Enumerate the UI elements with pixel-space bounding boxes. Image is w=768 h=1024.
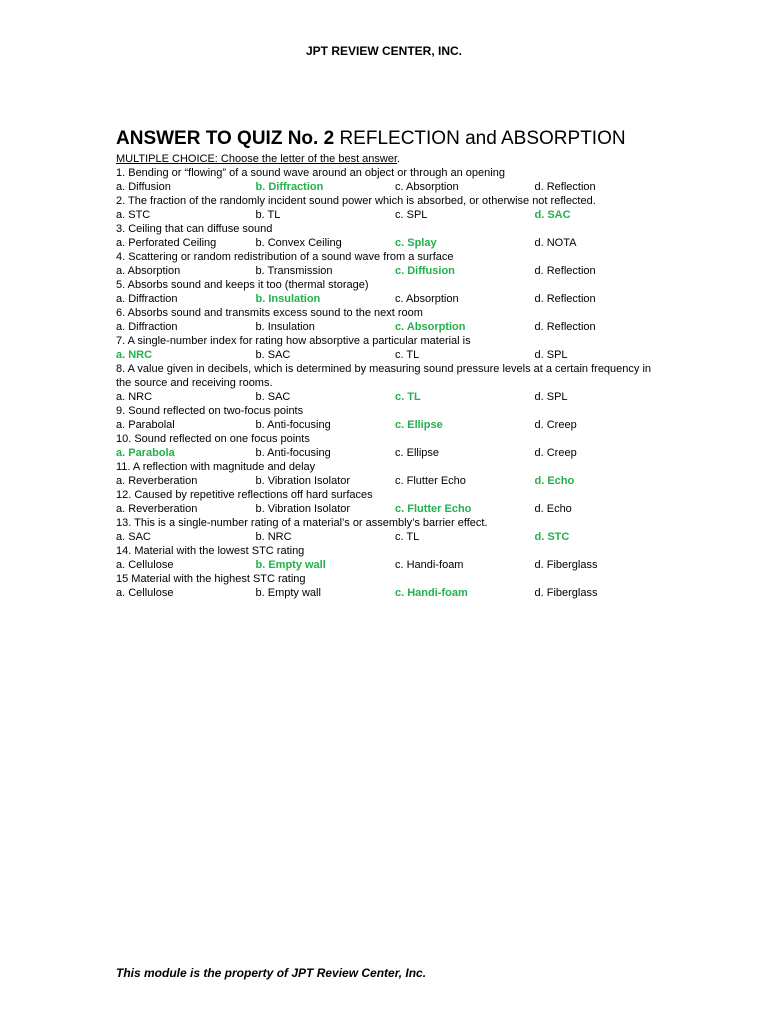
answer-choice: a. Perforated Ceiling [116, 237, 217, 249]
answer-choice: c. Absorption [395, 181, 459, 193]
correct-answer-choice: c. Diffusion [395, 265, 455, 277]
question-text: 8. A value given in decibels, which is determined by measuring sound pressure levels at a certain frequency in the source and receiving rooms. [116, 363, 652, 389]
question-text: 1. Bending or “flowing” of a sound wave around an object or through an opening [116, 167, 505, 179]
correct-answer-choice: a. Parabola [116, 447, 175, 459]
correct-answer-choice: c. Splay [395, 237, 437, 249]
question-text: 9. Sound reflected on two-focus points [116, 405, 304, 417]
question-text: 11. A reflection with magnitude and delay [116, 461, 316, 473]
correct-answer-choice: b. Empty wall [255, 559, 326, 571]
choice-row [116, 180, 676, 194]
choice-row [116, 530, 676, 544]
answer-choice: a. Reverberation [116, 503, 198, 515]
answer-choice: d. SPL [534, 349, 568, 361]
answer-choice: d. Reflection [534, 265, 596, 277]
question-text: 10. Sound reflected on one focus points [116, 433, 310, 445]
question-list [116, 166, 676, 600]
answer-choice: d. Creep [534, 419, 577, 431]
answer-choice: a. Parabolal [116, 419, 175, 431]
correct-answer-choice: c. Handi-foam [395, 587, 468, 599]
question-text: 2. The fraction of the randomly incident sound power which is absorbed, or otherwise not reflected. [116, 195, 596, 207]
answer-choice: d. Reflection [534, 293, 596, 305]
answer-choice: a. Absorption [116, 265, 181, 277]
question-text: 13. This is a single-number rating of a material’s or assembly’s barrier effect. [116, 517, 488, 529]
answer-choice: a. Diffusion [116, 181, 171, 193]
question-text: 5. Absorbs sound and keeps it too (thermal storage) [116, 279, 369, 291]
answer-choice: a. Reverberation [116, 475, 198, 487]
choice-row [116, 390, 676, 404]
choice-row [116, 208, 676, 222]
answer-choice: c. Absorption [395, 293, 459, 305]
question-item [116, 278, 676, 306]
choice-row [116, 320, 676, 334]
question-item [116, 222, 676, 250]
choice-row [116, 292, 676, 306]
question-item [116, 306, 676, 334]
question-item [116, 334, 676, 362]
correct-answer-choice: d. SAC [534, 209, 571, 221]
correct-answer-choice: c. TL [395, 391, 421, 403]
answer-choice: b. NRC [255, 531, 292, 543]
question-item [116, 460, 676, 488]
answer-choice: a. Cellulose [116, 559, 174, 571]
answer-choice: d. NOTA [534, 237, 577, 249]
answer-choice: d. SPL [534, 391, 568, 403]
question-item [116, 166, 676, 194]
document-header: JPT REVIEW CENTER, INC. [305, 44, 463, 58]
answer-choice: b. SAC [255, 391, 291, 403]
title-quiz-number: ANSWER TO QUIZ No. 2 [116, 128, 335, 149]
question-text: 14. Material with the lowest STC rating [116, 545, 305, 557]
answer-choice: b. Anti-focusing [255, 419, 331, 431]
answer-choice: b. Insulation [255, 321, 315, 333]
question-item [116, 362, 676, 404]
answer-choice: b. Vibration Isolator [255, 503, 351, 515]
question-item [116, 488, 676, 516]
answer-choice: a. SAC [116, 531, 151, 543]
instructions-text: MULTIPLE CHOICE: Choose the letter of the best answer [116, 153, 398, 165]
question-item [116, 572, 676, 600]
choice-row [116, 264, 676, 278]
choice-row [116, 418, 676, 432]
question-text: 7. A single-number index for rating how absorptive a particular material is [116, 335, 471, 347]
answer-choice: b. Vibration Isolator [255, 475, 351, 487]
instructions [116, 153, 400, 165]
answer-choice: b. TL [255, 209, 281, 221]
question-item [116, 194, 676, 222]
choice-row [116, 474, 676, 488]
answer-choice: c. Handi-foam [395, 559, 464, 571]
choice-row [116, 586, 676, 600]
answer-choice: b. Empty wall [255, 587, 321, 599]
correct-answer-choice: c. Ellipse [395, 419, 443, 431]
answer-choice: d. Reflection [534, 181, 596, 193]
answer-choice: d. Echo [534, 503, 572, 515]
instructions-period: . [397, 153, 401, 165]
answer-choice: d. Reflection [534, 321, 596, 333]
correct-answer-choice: b. Insulation [255, 293, 321, 305]
choice-row [116, 236, 676, 250]
answer-choice: b. SAC [255, 349, 291, 361]
choice-row [116, 558, 676, 572]
correct-answer-choice: d. STC [534, 531, 570, 543]
answer-choice: d. Fiberglass [534, 587, 598, 599]
answer-choice: b. Anti-focusing [255, 447, 331, 459]
answer-choice: c. TL [395, 349, 420, 361]
question-text: 12. Caused by repetitive reflections off hard surfaces [116, 489, 373, 501]
choice-row [116, 446, 676, 460]
question-item [116, 432, 676, 460]
answer-choice: a. Diffraction [116, 293, 178, 305]
question-item [116, 404, 676, 432]
correct-answer-choice: a. NRC [116, 349, 153, 361]
question-text: 4. Scattering or random redistribution of a sound wave from a surface [116, 251, 454, 263]
question-item [116, 544, 676, 572]
question-text: 15 Material with the highest STC rating [116, 573, 306, 585]
answer-choice: c. SPL [395, 209, 428, 221]
answer-choice: a. NRC [116, 391, 153, 403]
question-item [116, 516, 676, 544]
answer-choice: d. Creep [534, 447, 577, 459]
correct-answer-choice: b. Diffraction [255, 181, 324, 193]
answer-choice: a. STC [116, 209, 151, 221]
question-item [116, 250, 676, 278]
correct-answer-choice: c. Flutter Echo [395, 503, 472, 515]
answer-choice: a. Cellulose [116, 587, 174, 599]
correct-answer-choice: d. Echo [534, 475, 575, 487]
answer-choice: d. Fiberglass [534, 559, 598, 571]
choice-row [116, 502, 676, 516]
answer-choice: c. TL [395, 531, 420, 543]
answer-choice: b. Transmission [255, 265, 333, 277]
title-topic: REFLECTION and ABSORPTION [334, 128, 626, 149]
page-title [116, 128, 626, 150]
answer-choice: a. Diffraction [116, 321, 178, 333]
footer-note: This module is the property of JPT Review Center, Inc. [116, 966, 427, 980]
correct-answer-choice: c. Absorption [395, 321, 466, 333]
question-text: 3. Ceiling that can diffuse sound [116, 223, 273, 235]
choice-row [116, 348, 676, 362]
answer-choice: c. Flutter Echo [395, 475, 466, 487]
question-text: 6. Absorbs sound and transmits excess sound to the next room [116, 307, 423, 319]
answer-choice: b. Convex Ceiling [255, 237, 342, 249]
answer-choice: c. Ellipse [395, 447, 440, 459]
